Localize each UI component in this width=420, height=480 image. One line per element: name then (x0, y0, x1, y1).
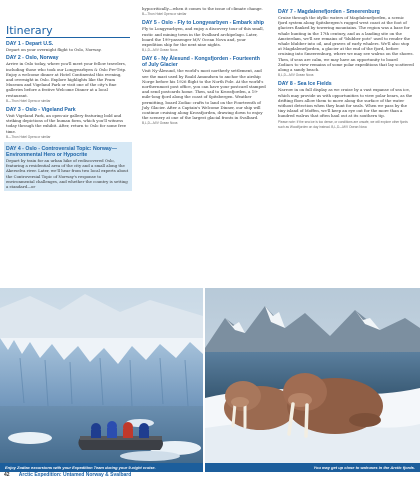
day-entry (142, 20, 266, 53)
footer-title: Arctic Expedition: Untamed Norway & Svalbard (18, 472, 132, 478)
photo-caption: Enjoy Zodiac excursions with your Expedition Team during your 9-night cruise. (0, 463, 203, 472)
day-body: Fly to Longyearbyen, and enjoy a discovery tour of this small, rustic and mining town in the Svalbard archipelago. Later, board the 199-passenger M/V Ocean Nova and, your expedition ship for the next nine nights. (142, 26, 264, 48)
itinerary-title: Itinerary (6, 24, 53, 37)
day-body: Depart on your overnight flight to Oslo, Norway. (6, 47, 102, 53)
day-entry (6, 107, 130, 140)
day-body: hypocritically—when it comes to the issue of climate change. (142, 6, 263, 11)
column-left (6, 6, 130, 193)
page-footer (4, 471, 416, 480)
day-heading: DAY 1 - Depart U.S. (6, 41, 54, 48)
day-entry (278, 81, 414, 130)
day-entry (6, 41, 130, 52)
day-entry (278, 9, 414, 78)
meals-line: B—Thon Hotel Opera or similar (142, 12, 187, 17)
day-body: Visit Ny-Ålesund, the world's most northerly settlement, and see the mast used by Roald Amundsen to anchor the airship Norge before his 1926 flight to the North Pole. At the world's northernmost post office, you can have your postcard stamped and send postcards home. Then, sail to Krossfjorden, a 19-mile-long fjord along the coast of Spitsbergen. Weather permitting, board Zodiac crafts to land on the Fourteenth of July Glacier. After a Captain's Welcome Dinner, our ship will continue cruising along Krossfjorden, drawing down to enjoy the scenery at one of the largest glacial fronts in Svalbard. (142, 68, 266, 121)
day-entry (6, 55, 130, 104)
day-entry (142, 56, 266, 126)
day-body: Depart by train for an urban hike of rediscovered Oslo, featuring a residential area of the city and a small along the Akerselva river. Later, we'll hear from two local experts about the Controversial Topic of Norway's response to environmental challenges, and whether the country is setting a standard—or (6, 158, 129, 190)
day-entry (142, 6, 266, 17)
walrus-scene-illustration (205, 288, 420, 472)
meals-line: B,L,D—M/V Ocean Nova (278, 73, 314, 78)
meals-line: Please note: If the sea ice is too dense, or conditions are unsafe, we will explore other fjords such as Woodfjorden on day instead. B,L,D—M/V Ocean Nova (278, 119, 408, 129)
zodiac-scene-illustration (0, 288, 203, 472)
day-entry-highlighted (4, 142, 132, 191)
page-number: 42 (4, 472, 10, 478)
meals-line: B—Thon Hotel Opera or similar (6, 98, 51, 103)
photo-caption: You may get up close to walruses in the Arctic fjords. (205, 463, 420, 472)
meals-line: B,L,D—M/V Ocean Nova (142, 48, 178, 53)
walrus-photo (205, 288, 420, 472)
day-heading: DAY 8 - Sea Ice Fields (278, 81, 332, 88)
column-middle (142, 6, 266, 129)
day-heading: DAY 6 - Ny Ålesund - Kongsfjorden - Fourteenth of July Glacier (142, 56, 260, 69)
meals-line: B—Thon Hotel Opera or similar (6, 134, 51, 139)
day-heading: DAY 2 - Oslo, Norway (6, 55, 59, 62)
day-body: Arrive in Oslo today, where you'll meet your fellow travelers, including those who took our Longyearbyen & Oslo Pre-Trip. Enjoy a welcome dinner at Hotel Continental this evening, and overnight in Oslo. Explore highlights like the Fram Museum and Vigeland Park or visit one of the city's fine galleries before a festive Welcome Dinner at a local restaurant. (6, 61, 127, 98)
day-heading: DAY 4 - Oslo - Controversial Topic: Norway—Environmental Hero or Hypocrite (6, 146, 117, 159)
day-heading: DAY 5 - Oslo - Fly to Longyearbyen - Embark ship (142, 20, 264, 27)
day-body: Cruise through the idyllic waters of Magdalenefjorden, a scenic fjord system along Spitsbergen's rugged west coast at the foot of glaciers flanked by towering mountains. The region was a base for whale hunting in the 17th century, and as a landing site on the Amsterdam, we'll see remains of "blubber pots" used to render the whale blubber into oil, and graves of early whalers. We'll also stop at Magdalenefjorden, a glacier at the end of the fjord, before cruising into Smeerenburg, where we may see walrus on the shores. Then, if seas are calm, we may have an opportunity to board Zodiacs to view remains of some polar expeditions that lay scattered along a sandy beach. (278, 15, 414, 73)
day-heading: DAY 3 - Oslo - Vigeland Park (6, 107, 76, 114)
column-right (278, 6, 414, 132)
day-body: Visit Vigeland Park, an open-air gallery featuring bold and striking depictions of the human form, which you'll witness today through the exhibit. After, return to Oslo for some free time. (6, 113, 127, 134)
title-rule (6, 37, 130, 38)
meals-line: B,L,D—M/V Ocean Nova (142, 121, 178, 126)
day-heading: DAY 7 - Magdalenefjorden - Smeerenburg (278, 9, 380, 15)
day-body: Narrow in on full display as we cruise by a vast expanse of sea ice, which may provide us with opportunities to view polar bears, as the drifting floes allow them to move along the surface of the water without detection when they hunt for seals. When we pass by the tiny island of Moffen, we'll keep an eye out for the more than a hundred walrus that often haul out at its southern tip. (278, 87, 413, 119)
zodiac-photo (0, 288, 203, 472)
